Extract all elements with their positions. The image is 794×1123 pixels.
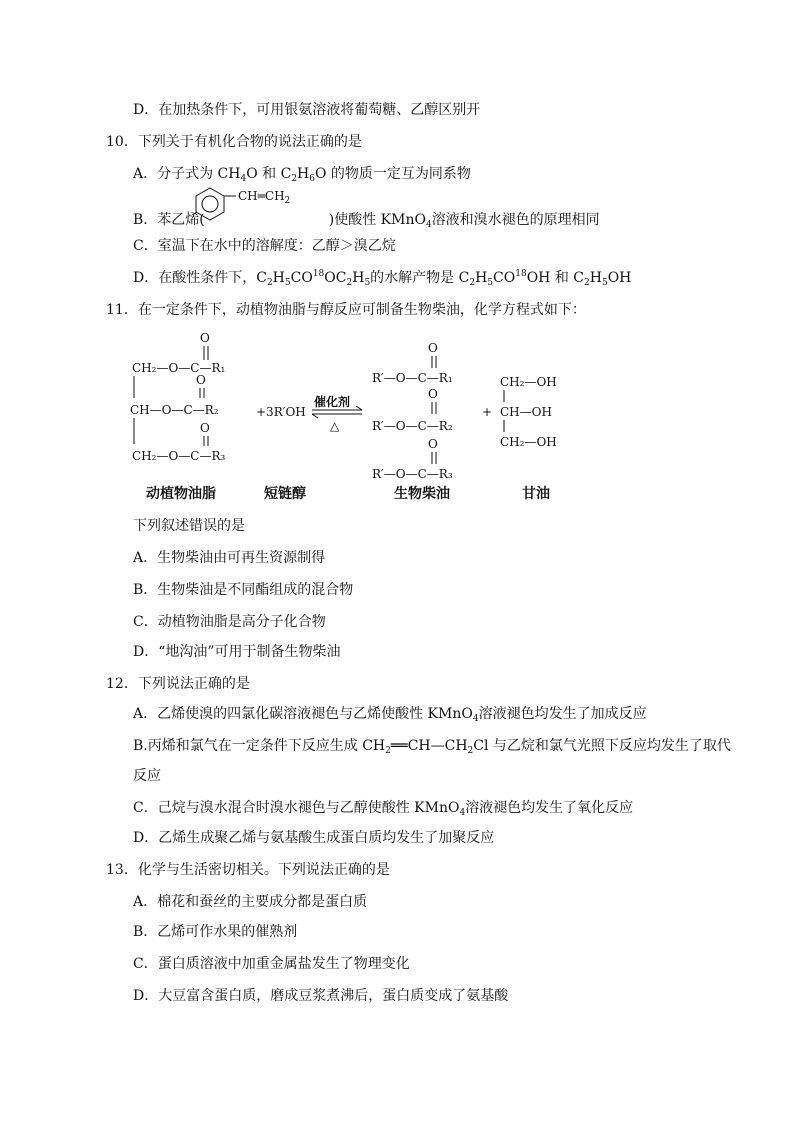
transesterification-equation (128, 326, 688, 511)
carbonyl-o-1: O (200, 331, 210, 345)
q10-option-c: C．室温下在水中的溶解度：乙醇＞溴乙烷 (133, 238, 396, 254)
q12-option-d: D．乙烯生成聚乙烯与氨基酸生成蛋白质均发生了加聚反应 (133, 830, 495, 846)
plus-sign: + (482, 405, 493, 419)
label-diesel: 生物柴油 (394, 486, 450, 502)
heat-symbol: △ (330, 419, 340, 433)
glycerol-row-1: CH₂—OH (500, 375, 557, 389)
catalyst-label: 催化剂 (314, 395, 351, 409)
diesel-row-2: R′—O—C—R₂ (372, 419, 453, 433)
label-fat: 动植物油脂 (146, 486, 216, 502)
q12-option-b-cont: 反应 (133, 768, 161, 784)
product-o-2: O (428, 387, 438, 401)
q11-option-d: D．“地沟油”可用于制备生物柴油 (133, 644, 341, 660)
q13-stem: 13．化学与生活密切相关。下列说法正确的是 (106, 862, 390, 878)
product-o-1: O (428, 341, 438, 355)
fat-row-1: CH₂—O—C—R₁ (132, 361, 226, 375)
label-glycerol: 甘油 (522, 486, 550, 502)
q10-stem: 10．下列关于有机化合物的说法正确的是 (106, 134, 362, 150)
q10-option-d: D．在酸性条件下，$C_2H_5CO^{18}OC_2H_5$的水解产物是 $C_2H_5CO^{18}OH$ 和 $C_2H_5OH$ (133, 269, 632, 288)
q12-option-c: C．己烷与溴水混合时溴水褪色与乙醇使酸性 KMnO$_4$溶液褪色均发生了氧化反应 (133, 800, 634, 818)
prev-option-d: D．在加热条件下，可用银氨溶液将葡萄糖、乙醇区别开 (133, 102, 481, 118)
q13-option-a: A．棉花和蚕丝的主要成分都是蛋白质 (133, 894, 368, 910)
q11-ask: 下列叙述错误的是 (133, 518, 245, 534)
product-o-3: O (428, 437, 438, 451)
diesel-row-1: R′—O—C—R₁ (372, 371, 453, 385)
q11-option-c: C．动植物油脂是高分子化合物 (133, 614, 326, 630)
carbonyl-o-2: O (196, 373, 206, 387)
q12-option-a: A．乙烯使溴的四氯化碳溶液褪色与乙烯使酸性 KMnO$_4$溶液褪色均发生了加成反应 (133, 706, 647, 724)
q11-stem: 11．在一定条件下，动植物油脂与醇反应可制备生物柴油，化学方程式如下： (106, 302, 586, 318)
q12-stem: 12．下列说法正确的是 (106, 676, 250, 692)
carbonyl-o-3: O (200, 421, 210, 435)
glycerol-row-2: CH—OH (500, 405, 552, 419)
q11-option-a: A．生物柴油由可再生资源制得 (133, 550, 326, 566)
diesel-row-3: R′—O—C—R₃ (372, 467, 453, 481)
styrene-structure-icon (190, 186, 330, 226)
fat-row-2: CH—O—C—R₂ (130, 403, 219, 417)
glycerol-row-3: CH₂—OH (500, 435, 557, 449)
q11-option-b: B．生物柴油是不同酯组成的混合物 (133, 582, 354, 598)
q13-option-d: D．大豆富含蛋白质，磨成豆浆煮沸后，蛋白质变成了氨基酸 (133, 988, 509, 1004)
q13-option-c: C．蛋白质溶液中加重金属盐发生了物理变化 (133, 956, 410, 972)
label-alcohol: 短链醇 (264, 486, 306, 502)
q10-option-b: B．苯乙烯( )使酸性 KMnO$_4$溶液和溴水褪色的原理相同 (133, 212, 600, 230)
svg-text:CH═CH2: $CH═CH_2$ (238, 189, 291, 206)
fat-row-3: CH₂—O—C—R₃ (132, 449, 226, 463)
q10-option-a: A．分子式为 $CH_4O$ 和 $C_2H_6O$ 的物质一定互为同系物 (133, 166, 471, 184)
q13-option-b: B．乙烯可作水果的催熟剂 (133, 924, 298, 940)
q12-option-b: B.丙烯和氯气在一定条件下反应生成 $CH_2══CH—CH_2Cl$ 与乙烷和氯气光照下反应均发生了取代 (133, 738, 731, 756)
reagent: +3R′OH (256, 405, 306, 419)
